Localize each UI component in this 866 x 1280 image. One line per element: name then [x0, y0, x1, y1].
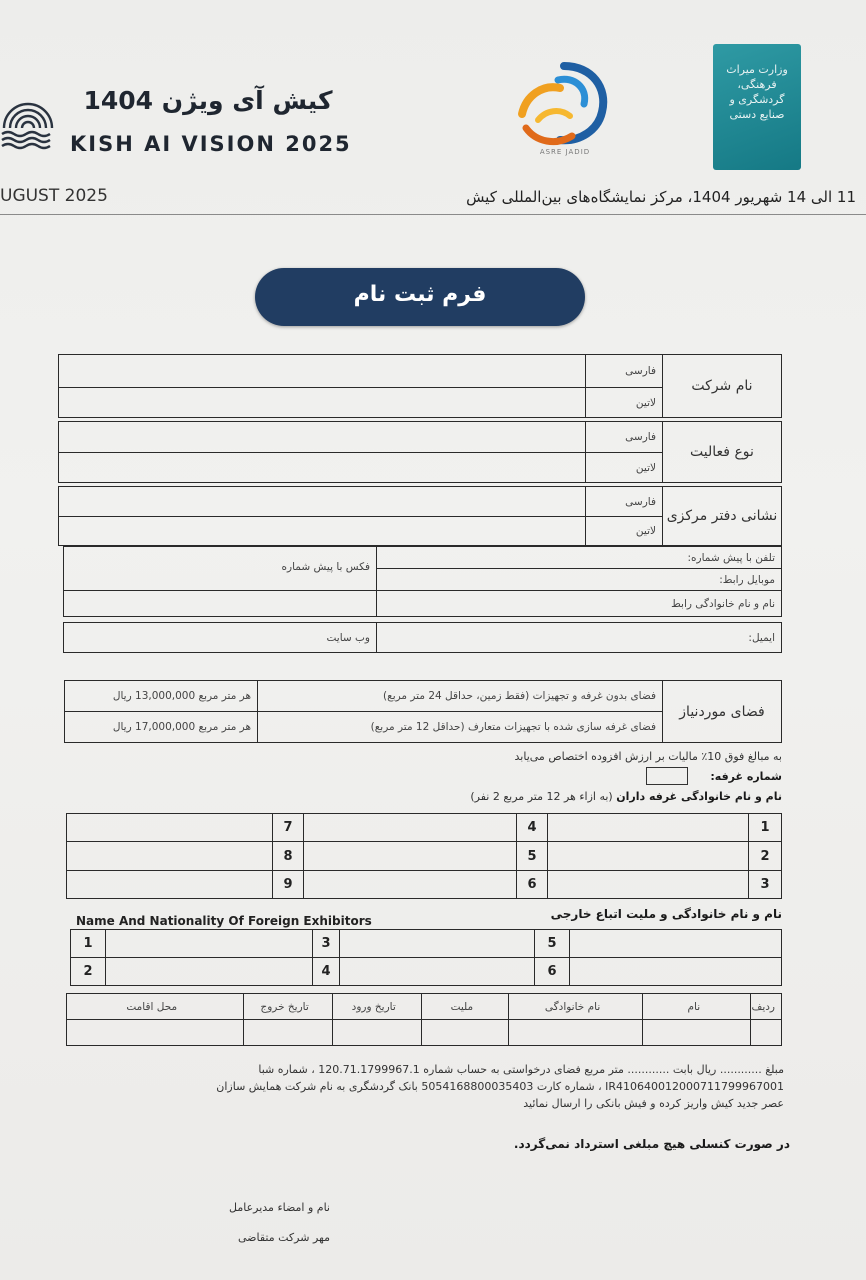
residence-cell[interactable]	[67, 1020, 244, 1046]
foreign-details-table	[66, 993, 782, 1046]
payment-line-2: IR410640012000711799967001 ، شماره کارت 5054168800035403 بانک گردشگری به نام شرکت همایش سازان	[216, 1080, 784, 1093]
email-field[interactable]	[377, 623, 782, 653]
fax-label: فکس با پیش شماره	[281, 561, 370, 573]
activity-fa-field[interactable]	[59, 422, 586, 453]
foreign-exhibitors-table	[70, 929, 782, 986]
address-latin-label: لاتین	[586, 517, 663, 546]
foreign-number-4: 4	[313, 958, 340, 986]
foreign-name-6[interactable]	[570, 958, 782, 986]
form-title: فرم ثبت نام	[353, 282, 487, 307]
foreign-number-6: 6	[535, 958, 570, 986]
fax-extra-field[interactable]	[64, 591, 377, 617]
kish-ai-vision-logo-icon	[0, 92, 62, 154]
staff-name-4[interactable]	[304, 814, 517, 842]
staff-number-1: 1	[749, 814, 782, 842]
foreign-number-2: 2	[71, 958, 106, 986]
staff-name-6[interactable]	[304, 871, 517, 899]
staff-name-3[interactable]	[548, 871, 749, 899]
staff-number-2: 2	[749, 842, 782, 871]
company-name-label: نام شرکت	[663, 355, 782, 418]
contact-name-label: نام و نام خانوادگی رابط	[671, 597, 775, 610]
form-title-banner	[255, 268, 585, 326]
header-departure: تاریخ خروج	[243, 994, 332, 1020]
activity-latin-label: لاتین	[586, 453, 663, 483]
website-label: وب سایت	[326, 631, 370, 644]
staff-name-9[interactable]	[67, 871, 273, 899]
contact-name-field[interactable]	[377, 591, 782, 617]
booth-staff-label: نام و نام خانوادگی غرفه داران	[616, 790, 782, 803]
staff-number-5: 5	[517, 842, 548, 871]
booth-staff-title	[360, 790, 782, 803]
asre-jadid-logo-text: ASRE JADID	[539, 148, 591, 156]
row-cell[interactable]	[751, 1020, 782, 1046]
phone-label: تلفن با پیش شماره:	[687, 551, 775, 564]
foreign-name-1[interactable]	[106, 930, 313, 958]
company-name-fa-label: فارسی	[586, 355, 663, 388]
email-label: ایمیل:	[748, 631, 775, 644]
event-date-en: UGUST 2025	[0, 186, 108, 206]
activity-latin-field[interactable]	[59, 453, 586, 483]
header-first-name: نام	[643, 994, 751, 1020]
staff-number-9: 9	[273, 871, 304, 899]
staff-name-5[interactable]	[304, 842, 517, 871]
website-field[interactable]	[64, 623, 377, 653]
space-table	[64, 680, 782, 743]
phone-field[interactable]	[377, 547, 782, 569]
address-fa-label: فارسی	[586, 487, 663, 517]
company-name-fa-field[interactable]	[59, 355, 586, 388]
address-label: نشانی دفتر مرکزی	[663, 487, 782, 546]
tax-note: به مبالغ فوق 10٪ مالیات بر ارزش افزوده اختصاص می‌یابد	[514, 750, 782, 763]
foreign-name-4[interactable]	[340, 958, 535, 986]
staff-name-2[interactable]	[548, 842, 749, 871]
foreign-number-3: 3	[313, 930, 340, 958]
event-date-fa: 11 الی 14 شهریور 1404، مرکز نمایشگاه‌های بین‌المللی کیش	[466, 188, 856, 206]
address-fa-field[interactable]	[59, 487, 586, 517]
foreign-number-5: 5	[535, 930, 570, 958]
header-row: ردیف	[751, 994, 782, 1020]
header-arrival: تاریخ ورود	[332, 994, 421, 1020]
first-name-cell[interactable]	[643, 1020, 751, 1046]
activity-label: نوع فعالیت	[663, 422, 782, 483]
event-title-en: KISH AI VISION 2025	[70, 132, 352, 156]
staff-number-6: 6	[517, 871, 548, 899]
foreign-exhibitors-title-en: Name And Nationality Of Foreign Exhibitors	[76, 914, 372, 928]
refund-note: در صورت کنسلی هیچ مبلغی استرداد نمی‌گردد.	[513, 1137, 790, 1151]
contact-info-table	[63, 546, 782, 653]
booth-staff-table	[66, 813, 782, 899]
header-divider	[0, 214, 866, 215]
staff-name-8[interactable]	[67, 842, 273, 871]
staff-number-4: 4	[517, 814, 548, 842]
booth-number-input[interactable]	[646, 767, 688, 785]
payment-line-3: عصر جدید کیش واریز کرده و فیش بانکی را ارسال نمائید	[523, 1097, 784, 1110]
payment-line-1: مبلغ ............ ریال بابت ............ متر مربع فضای درخواستی به حساب شماره 120.71.1799967.1 ، شماره شبا	[258, 1063, 784, 1076]
price-option-2: هر متر مربع 17,000,000 ریال	[65, 712, 258, 743]
mobile-field[interactable]	[377, 569, 782, 591]
company-stamp-label: مهر شرکت متقاضی	[238, 1231, 330, 1244]
company-name-latin-field[interactable]	[59, 388, 586, 418]
departure-cell[interactable]	[243, 1020, 332, 1046]
company-info-table	[58, 354, 782, 546]
booth-number-label: شماره غرفه:	[710, 770, 782, 783]
arrival-cell[interactable]	[332, 1020, 421, 1046]
price-option-1: هر متر مربع 13,000,000 ریال	[65, 681, 258, 712]
staff-number-3: 3	[749, 871, 782, 899]
staff-number-8: 8	[273, 842, 304, 871]
mobile-label: موبایل رابط:	[719, 573, 775, 586]
address-latin-field[interactable]	[59, 517, 586, 546]
booth-staff-note: (به ازاء هر 12 متر مربع 2 نفر)	[470, 790, 613, 803]
header-nationality: ملیت	[421, 994, 508, 1020]
space-option-2[interactable]: فضای غرفه سازی شده با تجهیزات متعارف (حداقل 12 متر مربع)	[258, 712, 663, 743]
staff-name-1[interactable]	[548, 814, 749, 842]
foreign-number-1: 1	[71, 930, 106, 958]
foreign-exhibitors-title-fa: نام و نام خانوادگی و ملیت اتباع خارجی	[550, 907, 782, 921]
last-name-cell[interactable]	[508, 1020, 642, 1046]
header-residence: محل اقامت	[67, 994, 244, 1020]
foreign-name-5[interactable]	[570, 930, 782, 958]
foreign-name-3[interactable]	[340, 930, 535, 958]
activity-fa-label: فارسی	[586, 422, 663, 453]
payment-instructions	[66, 1061, 784, 1112]
header-last-name: نام خانوادگی	[508, 994, 642, 1020]
staff-name-7[interactable]	[67, 814, 273, 842]
nationality-cell[interactable]	[421, 1020, 508, 1046]
ceo-signature-label: نام و امضاء مدیرعامل	[229, 1201, 330, 1214]
fax-field[interactable]	[64, 547, 377, 591]
company-name-latin-label: لاتین	[586, 388, 663, 418]
ministry-logo-text: وزارت میراث فرهنگی، گردشگری و صنایع دستی	[726, 63, 788, 121]
foreign-name-2[interactable]	[106, 958, 313, 986]
space-label: فضای موردنیاز	[663, 681, 782, 743]
staff-number-7: 7	[273, 814, 304, 842]
event-title-fa: کیش آی ویژن 1404	[83, 86, 333, 115]
space-option-1[interactable]: فضای بدون غرفه و تجهیزات (فقط زمین، حداقل 24 متر مربع)	[258, 681, 663, 712]
